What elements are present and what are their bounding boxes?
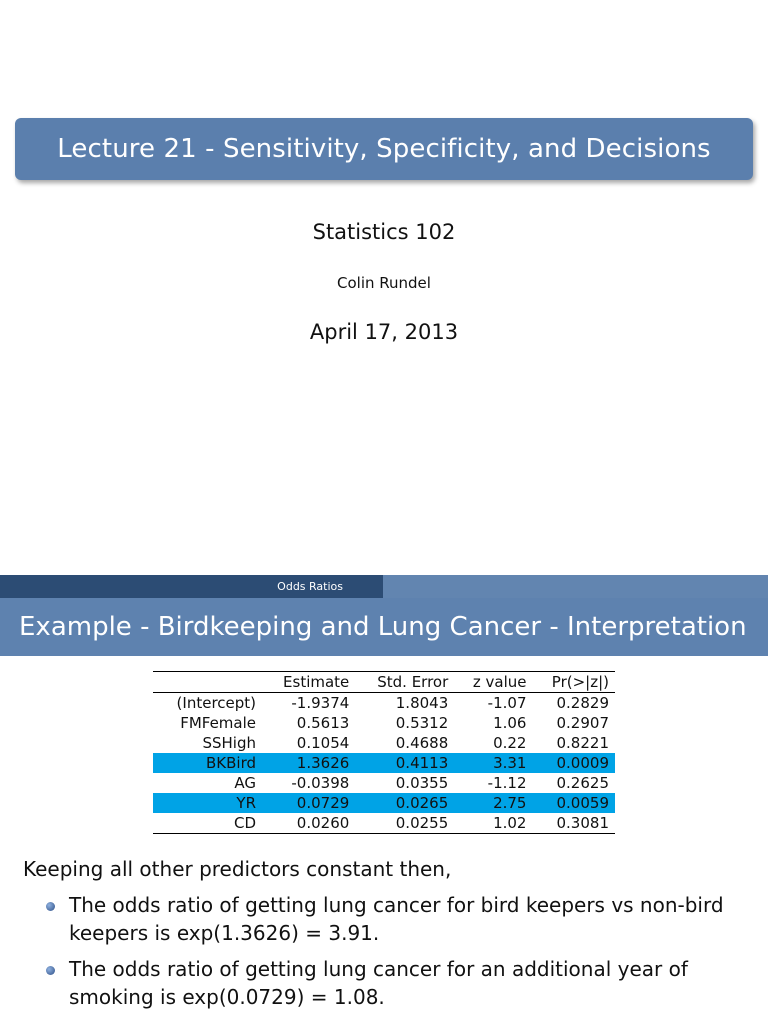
table-cell: 0.0265 bbox=[355, 793, 454, 813]
table-cell: 1.8043 bbox=[395, 694, 449, 712]
table-header-cell: Pr(>|z|) bbox=[551, 673, 609, 691]
row-label-cell: BKBird bbox=[153, 753, 262, 773]
row-label-cell: YR bbox=[153, 793, 262, 813]
table-header-row bbox=[153, 672, 615, 693]
table-cell: -1.12 bbox=[487, 774, 527, 792]
table-cell: 0.0355 bbox=[395, 774, 449, 792]
course-subtitle: Statistics 102 bbox=[312, 220, 456, 244]
author-name: Colin Rundel bbox=[337, 274, 431, 292]
table-cell: 0.5312 bbox=[395, 714, 449, 732]
table-row bbox=[153, 693, 615, 714]
interpretation-lead: Keeping all other predictors constant then, bbox=[23, 857, 452, 881]
table-header-cell: z value bbox=[472, 673, 527, 691]
table-cell: 0.0729 bbox=[262, 793, 355, 813]
table-header-cell: Std. Error bbox=[377, 673, 449, 691]
table-cell: -0.0398 bbox=[291, 774, 350, 792]
table-row bbox=[153, 733, 615, 753]
lecture-title: Lecture 21 - Sensitivity, Specificity, and Decisions bbox=[57, 134, 711, 164]
table-row bbox=[153, 713, 615, 733]
bullet-text: The odds ratio of getting lung cancer for an additional year of smoking is exp(0.0729) = 1.08. bbox=[69, 957, 688, 1009]
row-label-cell: FMFemale bbox=[180, 714, 257, 732]
bullet-icon bbox=[46, 966, 55, 975]
interpretation-list bbox=[46, 891, 746, 1019]
table-cell: 0.4113 bbox=[355, 753, 454, 773]
row-label-cell: (Intercept) bbox=[176, 694, 257, 712]
table-cell: 0.1054 bbox=[296, 734, 350, 752]
table-cell: 2.75 bbox=[454, 793, 532, 813]
table-cell: 0.0059 bbox=[532, 793, 615, 813]
table-cell: 0.22 bbox=[493, 734, 527, 752]
table-cell: 0.8221 bbox=[556, 734, 609, 752]
table-cell: -1.07 bbox=[487, 694, 527, 712]
row-label-cell: CD bbox=[233, 814, 257, 832]
lecture-title-box bbox=[15, 118, 753, 180]
row-label-cell: AG bbox=[234, 774, 257, 792]
nav-section-current[interactable] bbox=[0, 575, 383, 598]
bullet-icon bbox=[46, 902, 55, 911]
table-cell: 0.5613 bbox=[296, 714, 350, 732]
table-row bbox=[153, 793, 615, 813]
list-item bbox=[46, 955, 746, 1011]
table-cell: 0.0255 bbox=[395, 814, 449, 832]
section-nav-bar bbox=[0, 575, 768, 598]
coefficient-table bbox=[153, 671, 615, 834]
table-row bbox=[153, 753, 615, 773]
frame-title: Example - Birdkeeping and Lung Cancer - Interpretation bbox=[0, 598, 768, 656]
table-cell: 0.2625 bbox=[556, 774, 609, 792]
table-row bbox=[153, 773, 615, 793]
table-header-cell: Estimate bbox=[283, 673, 350, 691]
table-row bbox=[153, 813, 615, 834]
table-cell: 1.02 bbox=[493, 814, 527, 832]
table-cell: 0.0009 bbox=[532, 753, 615, 773]
table-cell: 3.31 bbox=[454, 753, 532, 773]
lecture-date: April 17, 2013 bbox=[309, 320, 459, 344]
table-cell: 0.0260 bbox=[296, 814, 350, 832]
table-cell: 0.3081 bbox=[556, 814, 609, 832]
table-cell: 0.2829 bbox=[556, 694, 609, 712]
table-header-cell bbox=[153, 672, 262, 693]
row-label-cell: SSHigh bbox=[202, 734, 257, 752]
table-cell: -1.9374 bbox=[291, 694, 350, 712]
table-cell: 1.3626 bbox=[262, 753, 355, 773]
table-cell: 0.4688 bbox=[395, 734, 449, 752]
list-item bbox=[46, 891, 746, 947]
nav-section-label: Odds Ratios bbox=[277, 580, 343, 593]
table-cell: 1.06 bbox=[493, 714, 527, 732]
bullet-text: The odds ratio of getting lung cancer for bird keepers vs non-bird keepers is exp(1.3626) = 3.91. bbox=[69, 893, 724, 945]
table-cell: 0.2907 bbox=[556, 714, 609, 732]
